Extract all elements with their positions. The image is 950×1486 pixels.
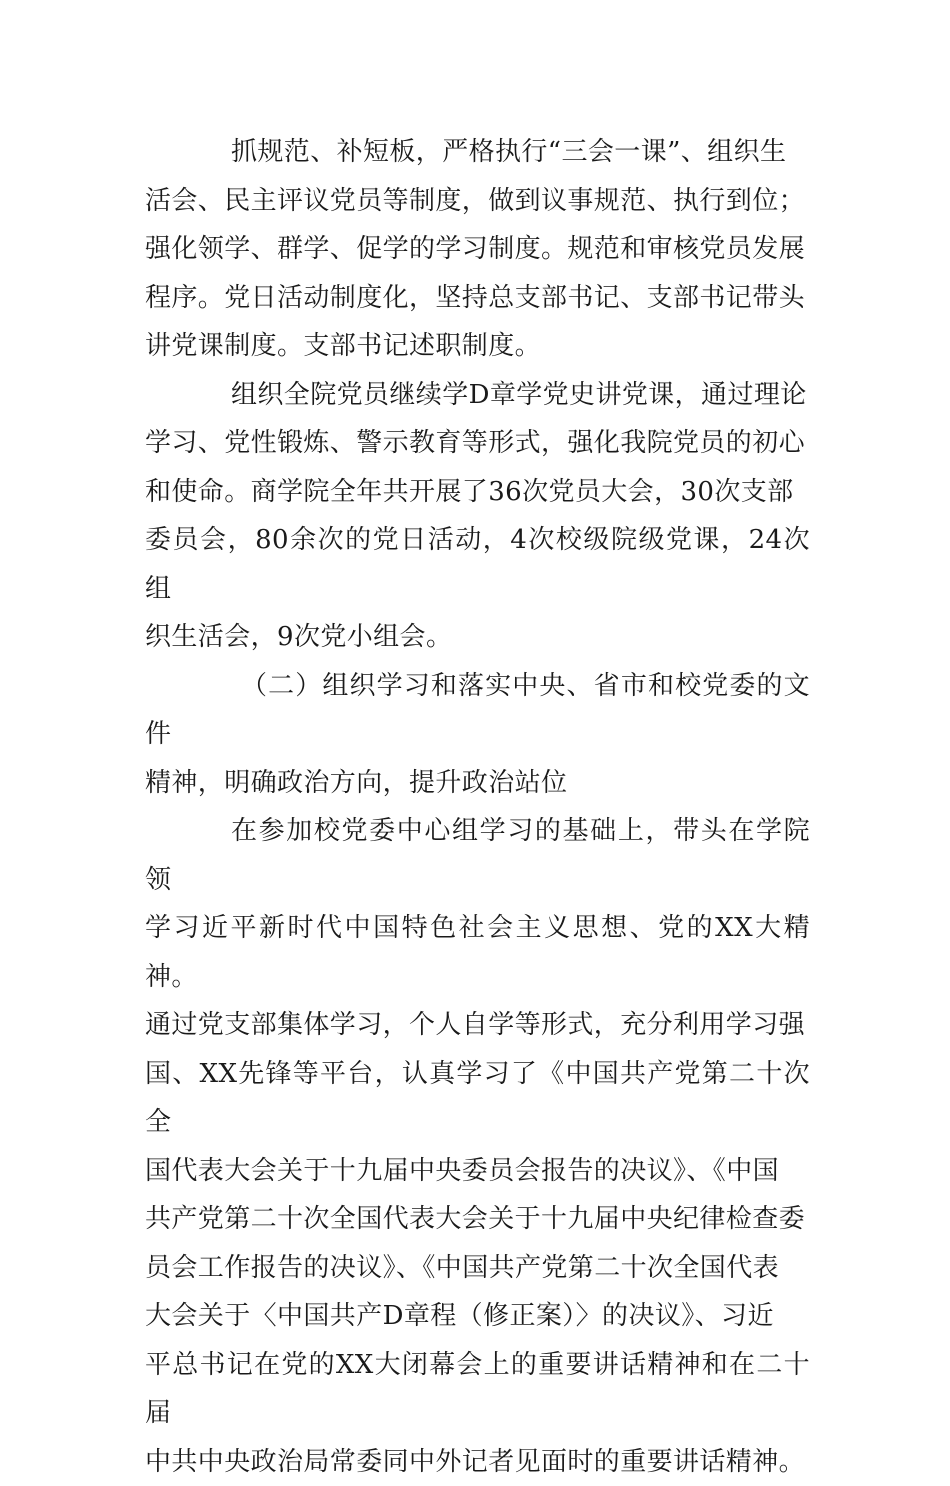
document-body [145,128,810,1486]
section-heading-2: （二）组织学习和落实中央、省市和校党委的文件 精神，明确政治方向，提升政治站位 [145,670,810,798]
paragraph-party-study: 组织全院党员继续学D章学党史讲党课，通过理论 学习、党性锻炼、警示教育等形式，强化我院党员的初心 和使命。商学院全年共开展了36次党员大会，30次支部 委员会，80余次的党日活动，4次校级院级党课，24次组 织生活会，9次党小组会。 [145,379,810,652]
paragraph-central-study: 在参加校党委中心组学习的基础上，带头在学院领 学习近平新时代中国特色社会主义思想、党的XX大精神。 通过党支部集体学习，个人自学等形式，充分利用学习强 国、XX先锋等平台，认真学习了《中国共产党第二十次全 国代表大会关于十九届中央委员会报告的决议》、《中国 共产党第二十次全国代表大会关于十九届中央纪律检查委 员会工作报告的决议》、《中国共产党第二十次全国代表 大会关于〈中国共产D章程（修正案）〉的决议》、习近 平总书记在党的XX大闭幕会上的重要讲话精神和在二十届 中共中央政治局常委同中外记者见面时的重要讲话精神。 [145,816,810,1477]
paragraph-regulations: 抓规范、补短板，严格执行“三会一课”、组织生 活会、民主评议党员等制度，做到议事规范、执行到位； 强化领学、群学、促学的学习制度。规范和审核党员发展 程序。党日活动制度化，坚持总支部书记、支部书记带头 讲党课制度。支部书记述职制度。 [145,137,806,361]
